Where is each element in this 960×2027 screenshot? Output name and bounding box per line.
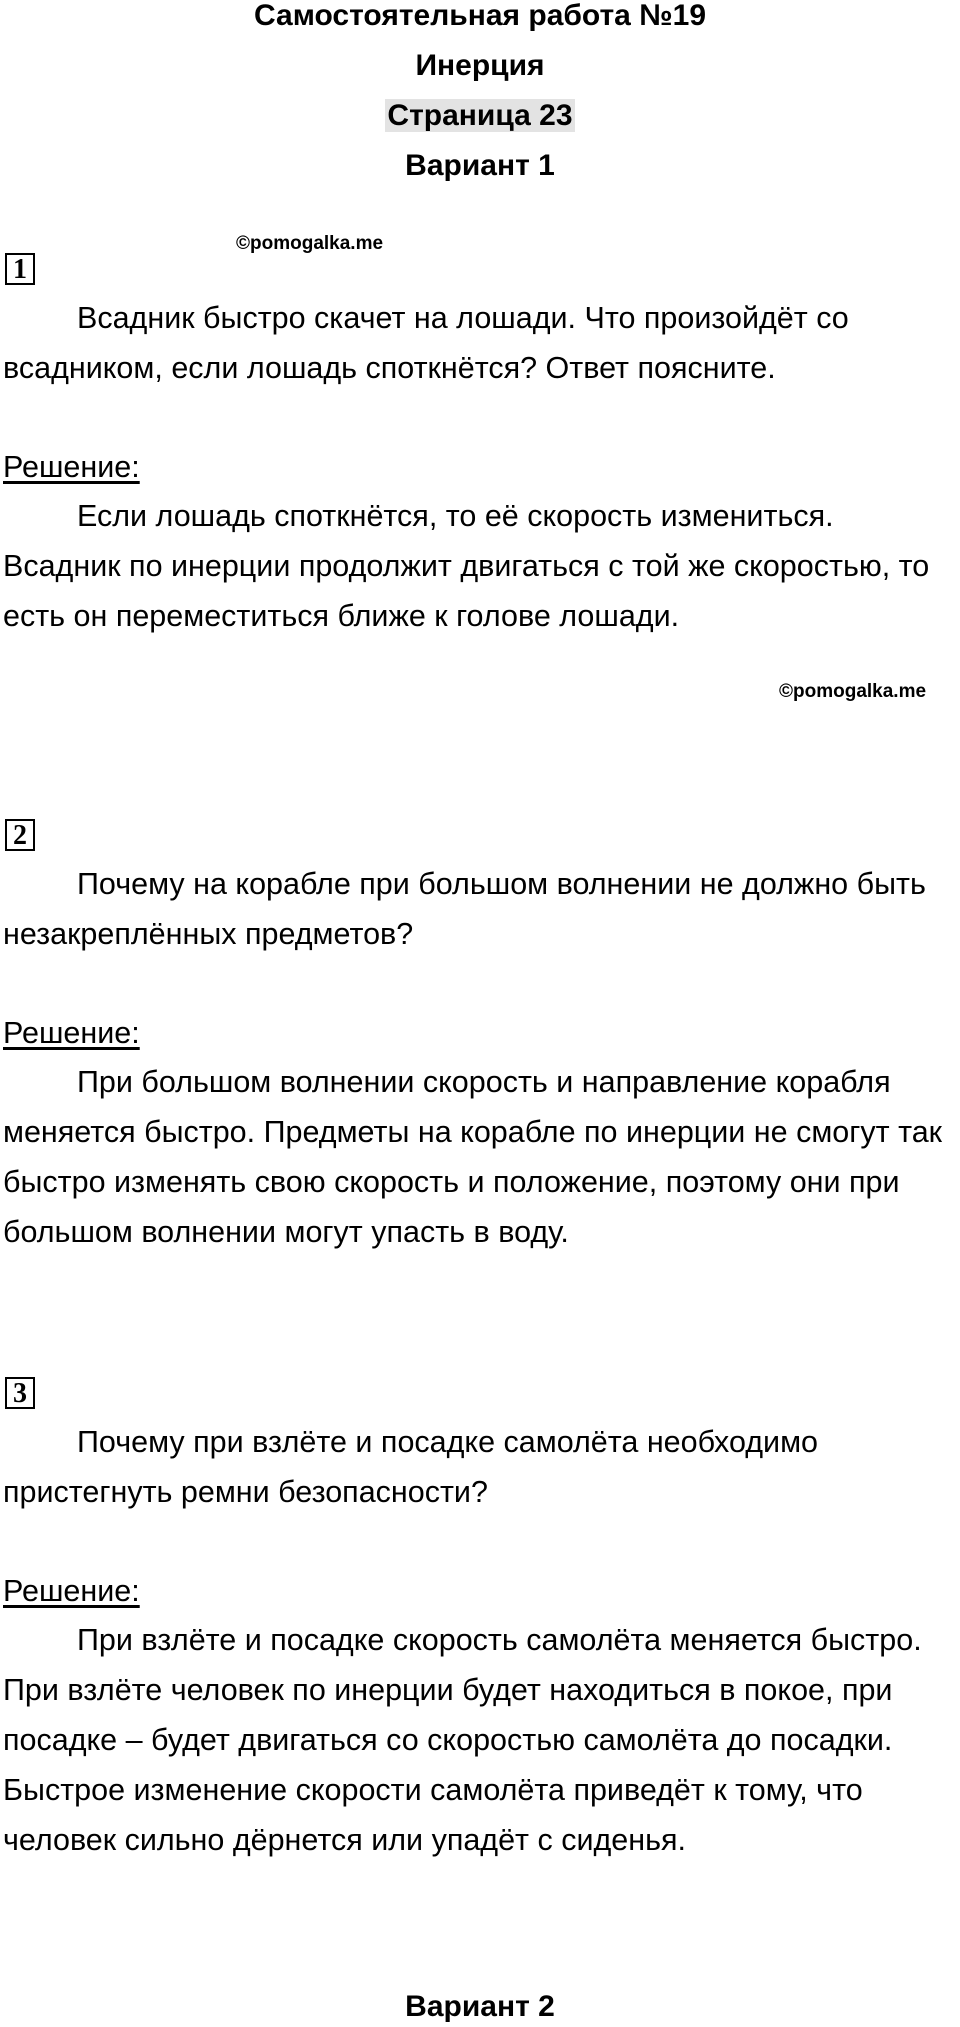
task-number-box: 2: [5, 819, 35, 851]
task-number-box: 1: [5, 253, 35, 285]
task-question: Почему при взлёте и посадке самолёта необходимо пристегнуть ремни безопасности?: [3, 1425, 819, 1509]
watermark: ©pomogalka.me: [236, 233, 384, 254]
task-solution: При взлёте и посадке скорость самолёта меняется быстро. При взлёте человек по инерции будет находиться в покое, при посадке – будет двигаться со скоростью самолёта до посадки. Быстрое изменение скорости самолёта приведёт к тому, что человек сильно дёрнется или упадёт с сиденья.: [3, 1623, 922, 1857]
variant-title: Вариант 1: [405, 149, 555, 182]
task-solution: При большом волнении скорость и направление корабля меняется быстро. Предметы на корабле по инерции не смогут так быстро изменять свою скорость и положение, поэтому они при большом волнении могут упасть в воду.: [3, 1065, 943, 1249]
page-number-highlight: Страница 23: [387, 99, 573, 132]
page-number-line: [0, 96, 960, 136]
task-solution: Если лошадь споткнётся, то её скорость измениться. Всадник по инерции продолжит двигаться с той же скоростью, то есть он переместиться ближе к голове лошади.: [3, 499, 930, 633]
solution-label: Решение:: [3, 1574, 140, 1608]
next-variant-title: Вариант 2: [405, 1990, 555, 2023]
work-title: Самостоятельная работа №19: [253, 0, 707, 32]
task-question: Всадник быстро скачет на лошади. Что произойдёт со всадником, если лошадь споткнётся? Ответ поясните.: [3, 301, 849, 385]
topic-title: Инерция: [415, 49, 545, 82]
solution-label: Решение:: [3, 450, 140, 484]
solution-label: Решение:: [3, 1016, 140, 1050]
task-number-box: 3: [5, 1377, 35, 1409]
task-question: Почему на корабле при большом волнении не должно быть незакреплённых предметов?: [3, 867, 926, 951]
watermark: ©pomogalka.me: [779, 681, 927, 702]
